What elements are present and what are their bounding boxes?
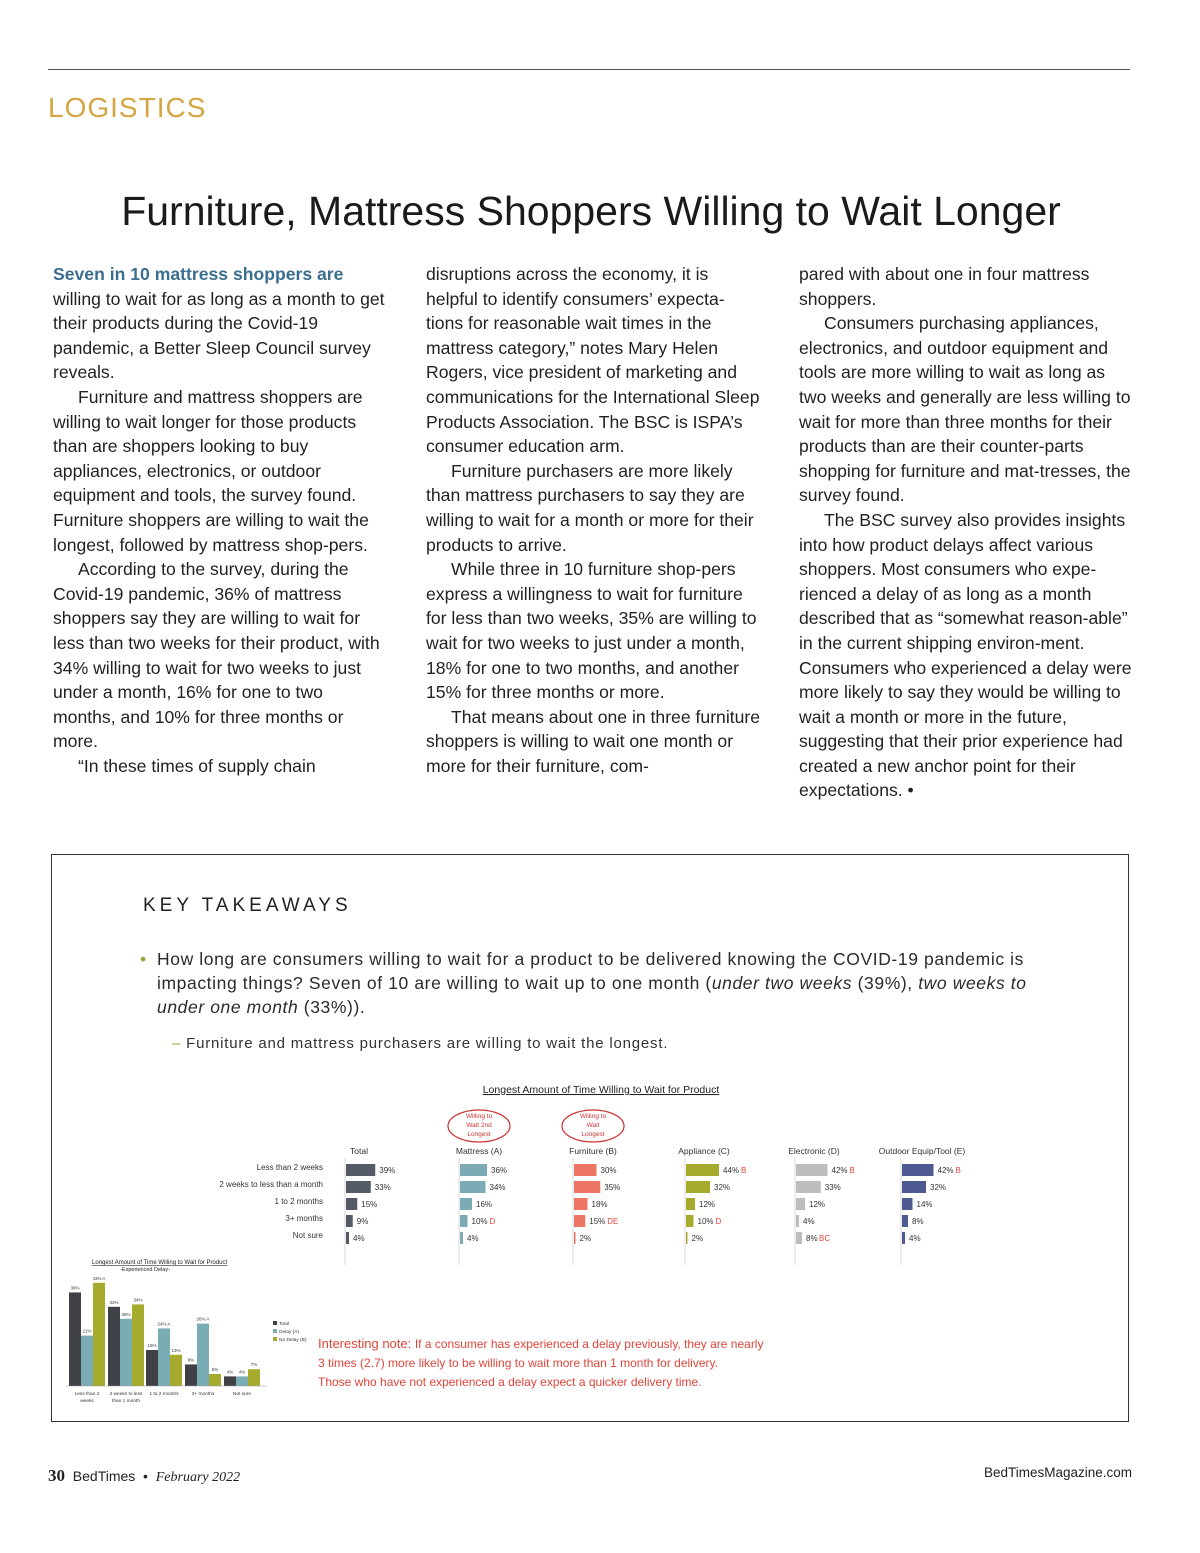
bullet-text-a: How long are consumers willing to wait for a product to be delivered knowing the COVID-19 pandemic is impacting things? Seven of 10 are willing to wait up to one month ( — [157, 949, 1024, 993]
chart1-series-label: Furniture (B) — [569, 1146, 617, 1156]
article-column-1 — [53, 262, 388, 778]
chart1-bar — [686, 1164, 719, 1176]
chart2-value-label: 9% — [187, 1357, 195, 1363]
chart1-series-label: Mattress (A) — [455, 1146, 503, 1156]
chart1-bar — [574, 1232, 576, 1244]
chart1-value-label: 14% — [916, 1200, 933, 1209]
chart1-value-label: 15% — [589, 1217, 606, 1226]
chart2-title: Longest Amount of Time Willing to Wait for Product — [92, 1260, 228, 1266]
chart1-value-label: 4% — [467, 1234, 479, 1243]
chart1-callout-text: Wait — [586, 1122, 600, 1129]
chart1-series-label: Electronic (D) — [788, 1146, 840, 1156]
chart1-bar — [796, 1181, 821, 1193]
section-label: LOGISTICS — [48, 92, 207, 123]
chart1-value-label: 39% — [379, 1166, 396, 1175]
chart1-title: Longest Amount of Time Willing to Wait for Product — [482, 1084, 720, 1096]
chart2-bar — [224, 1376, 236, 1386]
chart1-bar — [346, 1181, 371, 1193]
chart1-callout-text: Longest — [581, 1131, 605, 1138]
chart1-series-label: Outdoor Equip/Tool (E) — [878, 1146, 966, 1156]
chart2-bar — [81, 1336, 93, 1386]
chart1-sig-tag: B — [741, 1166, 747, 1175]
footer-website: BedTimesMagazine.com — [983, 1465, 1132, 1480]
chart2-bar — [185, 1364, 197, 1386]
chart1-bar — [574, 1181, 600, 1193]
chart1-bar — [902, 1215, 908, 1227]
chart1-value-label: 33% — [824, 1183, 841, 1192]
article-p5: Furniture purchasers are more likely than mattress purchasers to say they are willing to wait for a month or more for their products to arrive. — [426, 460, 754, 555]
chart2-bar — [120, 1319, 132, 1386]
chart1-value-label: 12% — [809, 1200, 826, 1209]
chart1-value-label: 44% — [723, 1166, 740, 1175]
chart2-value-label: 43% A — [92, 1275, 106, 1281]
chart2-category-label: 3+ months — [191, 1392, 215, 1397]
chart1-category-label: 2 weeks to less than a month — [219, 1180, 323, 1189]
article-column-2 — [426, 262, 761, 778]
top-rule — [48, 69, 1130, 70]
chart1-bar — [796, 1215, 799, 1227]
chart1-sig-tag: B — [955, 1166, 961, 1175]
chart1-value-label: 4% — [353, 1234, 365, 1243]
key-takeaways-title: KEY TAKEAWAYS — [143, 895, 352, 916]
chart2-bar — [209, 1374, 221, 1386]
chart2-bar — [93, 1283, 105, 1386]
chart1-bar — [346, 1232, 349, 1244]
chart1-bar — [574, 1198, 588, 1210]
chart2-category-label: weeks — [80, 1399, 94, 1404]
chart1-bar — [460, 1181, 486, 1193]
chart1-bar — [574, 1164, 597, 1176]
chart1-series-label: Appliance (C) — [678, 1146, 730, 1156]
chart1-bar — [902, 1164, 934, 1176]
chart1-sig-tag: DE — [607, 1217, 619, 1226]
chart2-bar — [158, 1328, 170, 1386]
chart2-value-label: 4% — [226, 1369, 234, 1375]
chart2-legend-label: No Delay (B) — [279, 1338, 307, 1343]
chart2-bar — [170, 1355, 182, 1386]
charts-svg — [52, 855, 1127, 1420]
chart1-series-label: Total — [350, 1146, 368, 1156]
chart1-bar — [346, 1198, 357, 1210]
chart1-value-label: 35% — [604, 1183, 621, 1192]
chart1-bar — [796, 1232, 802, 1244]
chart1-value-label: 16% — [476, 1200, 493, 1209]
article-lead: Seven in 10 mattress shoppers are — [53, 264, 344, 284]
bullet-dot-icon: • — [140, 949, 147, 969]
chart2-value-label: 4% — [238, 1369, 246, 1375]
chart1-bar — [796, 1198, 805, 1210]
chart1-value-label: 10% — [471, 1217, 488, 1226]
footer-left: 30 BedTimes • February 2022 — [48, 1466, 241, 1485]
article-p4-start: “In these times of supply chain — [78, 755, 316, 776]
article-p8: Consumers purchasing appliances, electronics, and outdoor equipment and tools are more willing to wait as long as two weeks and generally are less willing to wait for more than three months for their products than are their counter-parts shopping for furniture and mat-tresses, the survey found. — [799, 313, 1131, 506]
chart2-value-label: 24% A — [157, 1321, 171, 1327]
chart1-value-label: 8% — [912, 1217, 924, 1226]
chart1-category-label: Less than 2 weeks — [256, 1163, 323, 1172]
chart2-legend-swatch — [273, 1329, 277, 1333]
chart1-value-label: 33% — [374, 1183, 391, 1192]
interesting-note-label: Interesting note: — [318, 1336, 415, 1351]
chart2-category-label: Not sure — [232, 1392, 252, 1397]
chart1-value-label: 42% — [937, 1166, 954, 1175]
bullet-text-i1: under two weeks — [711, 973, 853, 993]
chart2-bar — [197, 1324, 209, 1386]
article-p1: willing to wait for as long as a month to get their products during the Covid-19 pandemic, a Better Sleep Council survey reveals. — [53, 288, 385, 383]
chart2-value-label: 33% — [109, 1299, 119, 1305]
page-number: 30 — [48, 1466, 65, 1485]
article-p7-cont: pared with about one in four mattress shoppers. — [799, 264, 1090, 309]
article-p4-cont: disruptions across the economy, it is helpful to identify consumers’ expecta-tions for reasonable wait times in the mattress category,” notes Mary Helen Rogers, vice president of marketing and communications for the International Sleep Products Association. The BSC is ISPA’s consumer education arm. — [426, 264, 760, 457]
chart1-value-label: 34% — [489, 1183, 506, 1192]
chart1-value-label: 32% — [714, 1183, 731, 1192]
chart1-bar — [796, 1164, 828, 1176]
chart2-legend-label: Total — [279, 1322, 290, 1327]
dash-icon: – — [172, 1035, 182, 1052]
chart2-bar — [236, 1376, 248, 1386]
chart1-bar — [686, 1232, 688, 1244]
chart1-value-label: 10% — [697, 1217, 714, 1226]
article-p6: While three in 10 furniture shop-pers express a willingness to wait for furniture for less than two weeks, 35% are willing to wait for two weeks to just under a month, 18% for one to two months, and another 15% for three months or more. — [426, 559, 757, 703]
chart1-bar — [574, 1215, 585, 1227]
chart2-value-label: 26% A — [196, 1316, 210, 1322]
chart2-value-label: 15% — [147, 1343, 157, 1348]
chart1-value-label: 12% — [699, 1200, 716, 1209]
sub-bullet-text: Furniture and mattress purchasers are willing to wait the longest. — [186, 1035, 669, 1052]
bullet-text-c: (33%)). — [298, 997, 366, 1017]
chart1-value-label: 30% — [600, 1166, 617, 1175]
chart1-bar — [686, 1181, 710, 1193]
interesting-note-text: If a consumer has experienced a delay previously, they are nearly — [414, 1337, 764, 1351]
interesting-note-line-3: Those who have not experienced a delay expect a quicker delivery time. — [318, 1375, 702, 1389]
chart1-bar — [686, 1198, 695, 1210]
chart1-bar — [346, 1164, 375, 1176]
chart1-category-label: Not sure — [292, 1231, 323, 1240]
interesting-note-line-1 — [318, 1336, 763, 1351]
chart1-sig-tag: BC — [819, 1234, 831, 1243]
chart2-bar — [69, 1292, 81, 1386]
issue-date: February 2022 — [155, 1470, 241, 1485]
chart1-bar — [460, 1198, 472, 1210]
chart2-category-label: 1 to 2 months — [149, 1392, 179, 1397]
interesting-note-line-2: 3 times (2.7) more likely to be willing to wait more than 1 month for delivery. — [318, 1356, 718, 1370]
chart2-legend-swatch — [273, 1321, 277, 1325]
chart1-bar — [686, 1215, 694, 1227]
bullet-text-b: (39%), — [852, 973, 919, 993]
bullet-text-i2: two weeks to under one month — [157, 973, 1027, 1017]
chart1-value-label: 8% — [806, 1234, 818, 1243]
article-p3: According to the survey, during the Covid-19 pandemic, 36% of mattress shoppers say they are willing to wait for less than two weeks for their product, with 34% willing to wait for two weeks to just under a month, 16% for one to two months, and 10% for three months or more. — [53, 559, 380, 752]
chart1-value-label: 42% — [831, 1166, 848, 1175]
chart1-callout-text: Longest — [467, 1131, 491, 1138]
chart2-bar — [132, 1304, 144, 1386]
chart1-bar — [902, 1232, 905, 1244]
chart2-value-label: 7% — [250, 1362, 258, 1368]
chart2-value-label: 28% — [121, 1311, 131, 1317]
article-column-3 — [799, 262, 1134, 803]
chart1-bar — [902, 1198, 913, 1210]
chart1-bar — [902, 1181, 926, 1193]
chart1-callout-text: Willing to — [465, 1113, 493, 1120]
chart2-category-label: than 1 month — [111, 1399, 141, 1404]
chart2-legend-swatch — [273, 1337, 277, 1341]
chart1-value-label: 15% — [361, 1200, 378, 1209]
headline: Furniture, Mattress Shoppers Willing to Wait Longer — [121, 188, 1061, 234]
chart2-bar — [248, 1369, 260, 1386]
chart2-bar — [146, 1350, 158, 1386]
chart1-callout-text: Willing to — [579, 1113, 607, 1120]
chart1-sig-tag: D — [715, 1217, 722, 1226]
key-takeaways-box — [51, 854, 1129, 1422]
chart2-category-label: 2 weeks to less — [109, 1392, 143, 1397]
chart1-value-label: 2% — [579, 1234, 592, 1243]
chart1-bar — [460, 1215, 468, 1227]
article-p2: Furniture and mattress shoppers are willing to wait longer for those products than are shoppers looking to buy appliances, electronics, or outdoor equipment and tools, the survey found. Furniture shoppers are willing to wait the longest, followed by mattress shop-pers. — [53, 386, 369, 555]
article-p9: The BSC survey also provides insights into how product delays affect various shoppers. Most consumers who expe-rienced a delay of as long as a month described that as “somewhat reason-able” in the current shipping environ-ment. Consumers who experienced a delay were more likely to say they would be willing to wait a month or more in the future, suggesting that their prior experience had created a new anchor point for their expectations. • — [799, 509, 1132, 801]
chart2-value-label: 34% — [133, 1297, 143, 1303]
chart1-category-label: 1 to 2 months — [274, 1197, 323, 1206]
chart1-value-label: 2% — [691, 1234, 704, 1243]
chart2-legend-label: Delay (A) — [279, 1330, 299, 1335]
chart2-value-label: 5% — [211, 1367, 219, 1372]
chart2-value-label: 21% — [82, 1328, 92, 1334]
chart1-callout-text: Wait 2nd — [466, 1122, 492, 1129]
chart1-value-label: 4% — [909, 1234, 921, 1243]
chart2-value-label: 13% — [171, 1347, 181, 1353]
chart1-value-label: 9% — [356, 1217, 369, 1226]
chart1-value-label: 4% — [803, 1217, 815, 1226]
article-p7-start: That means about one in three furniture shoppers is willing to wait one month or more for their furniture, com- — [426, 706, 761, 776]
chart1-bar — [460, 1164, 487, 1176]
chart1-sig-tag: D — [489, 1217, 496, 1226]
chart2-bar — [108, 1307, 120, 1386]
chart1-value-label: 36% — [491, 1166, 508, 1175]
chart1-value-label: 32% — [930, 1183, 947, 1192]
chart1-sig-tag: B — [849, 1166, 855, 1175]
chart1-category-label: 3+ months — [285, 1214, 323, 1223]
chart2-subtitle: -Experienced Delay- — [120, 1267, 170, 1273]
chart1-bar — [460, 1232, 463, 1244]
chart1-bar — [346, 1215, 353, 1227]
chart1-value-label: 18% — [591, 1200, 608, 1209]
chart2-value-label: 39% — [70, 1285, 80, 1291]
chart2-category-label: Less than 2 — [74, 1392, 100, 1397]
